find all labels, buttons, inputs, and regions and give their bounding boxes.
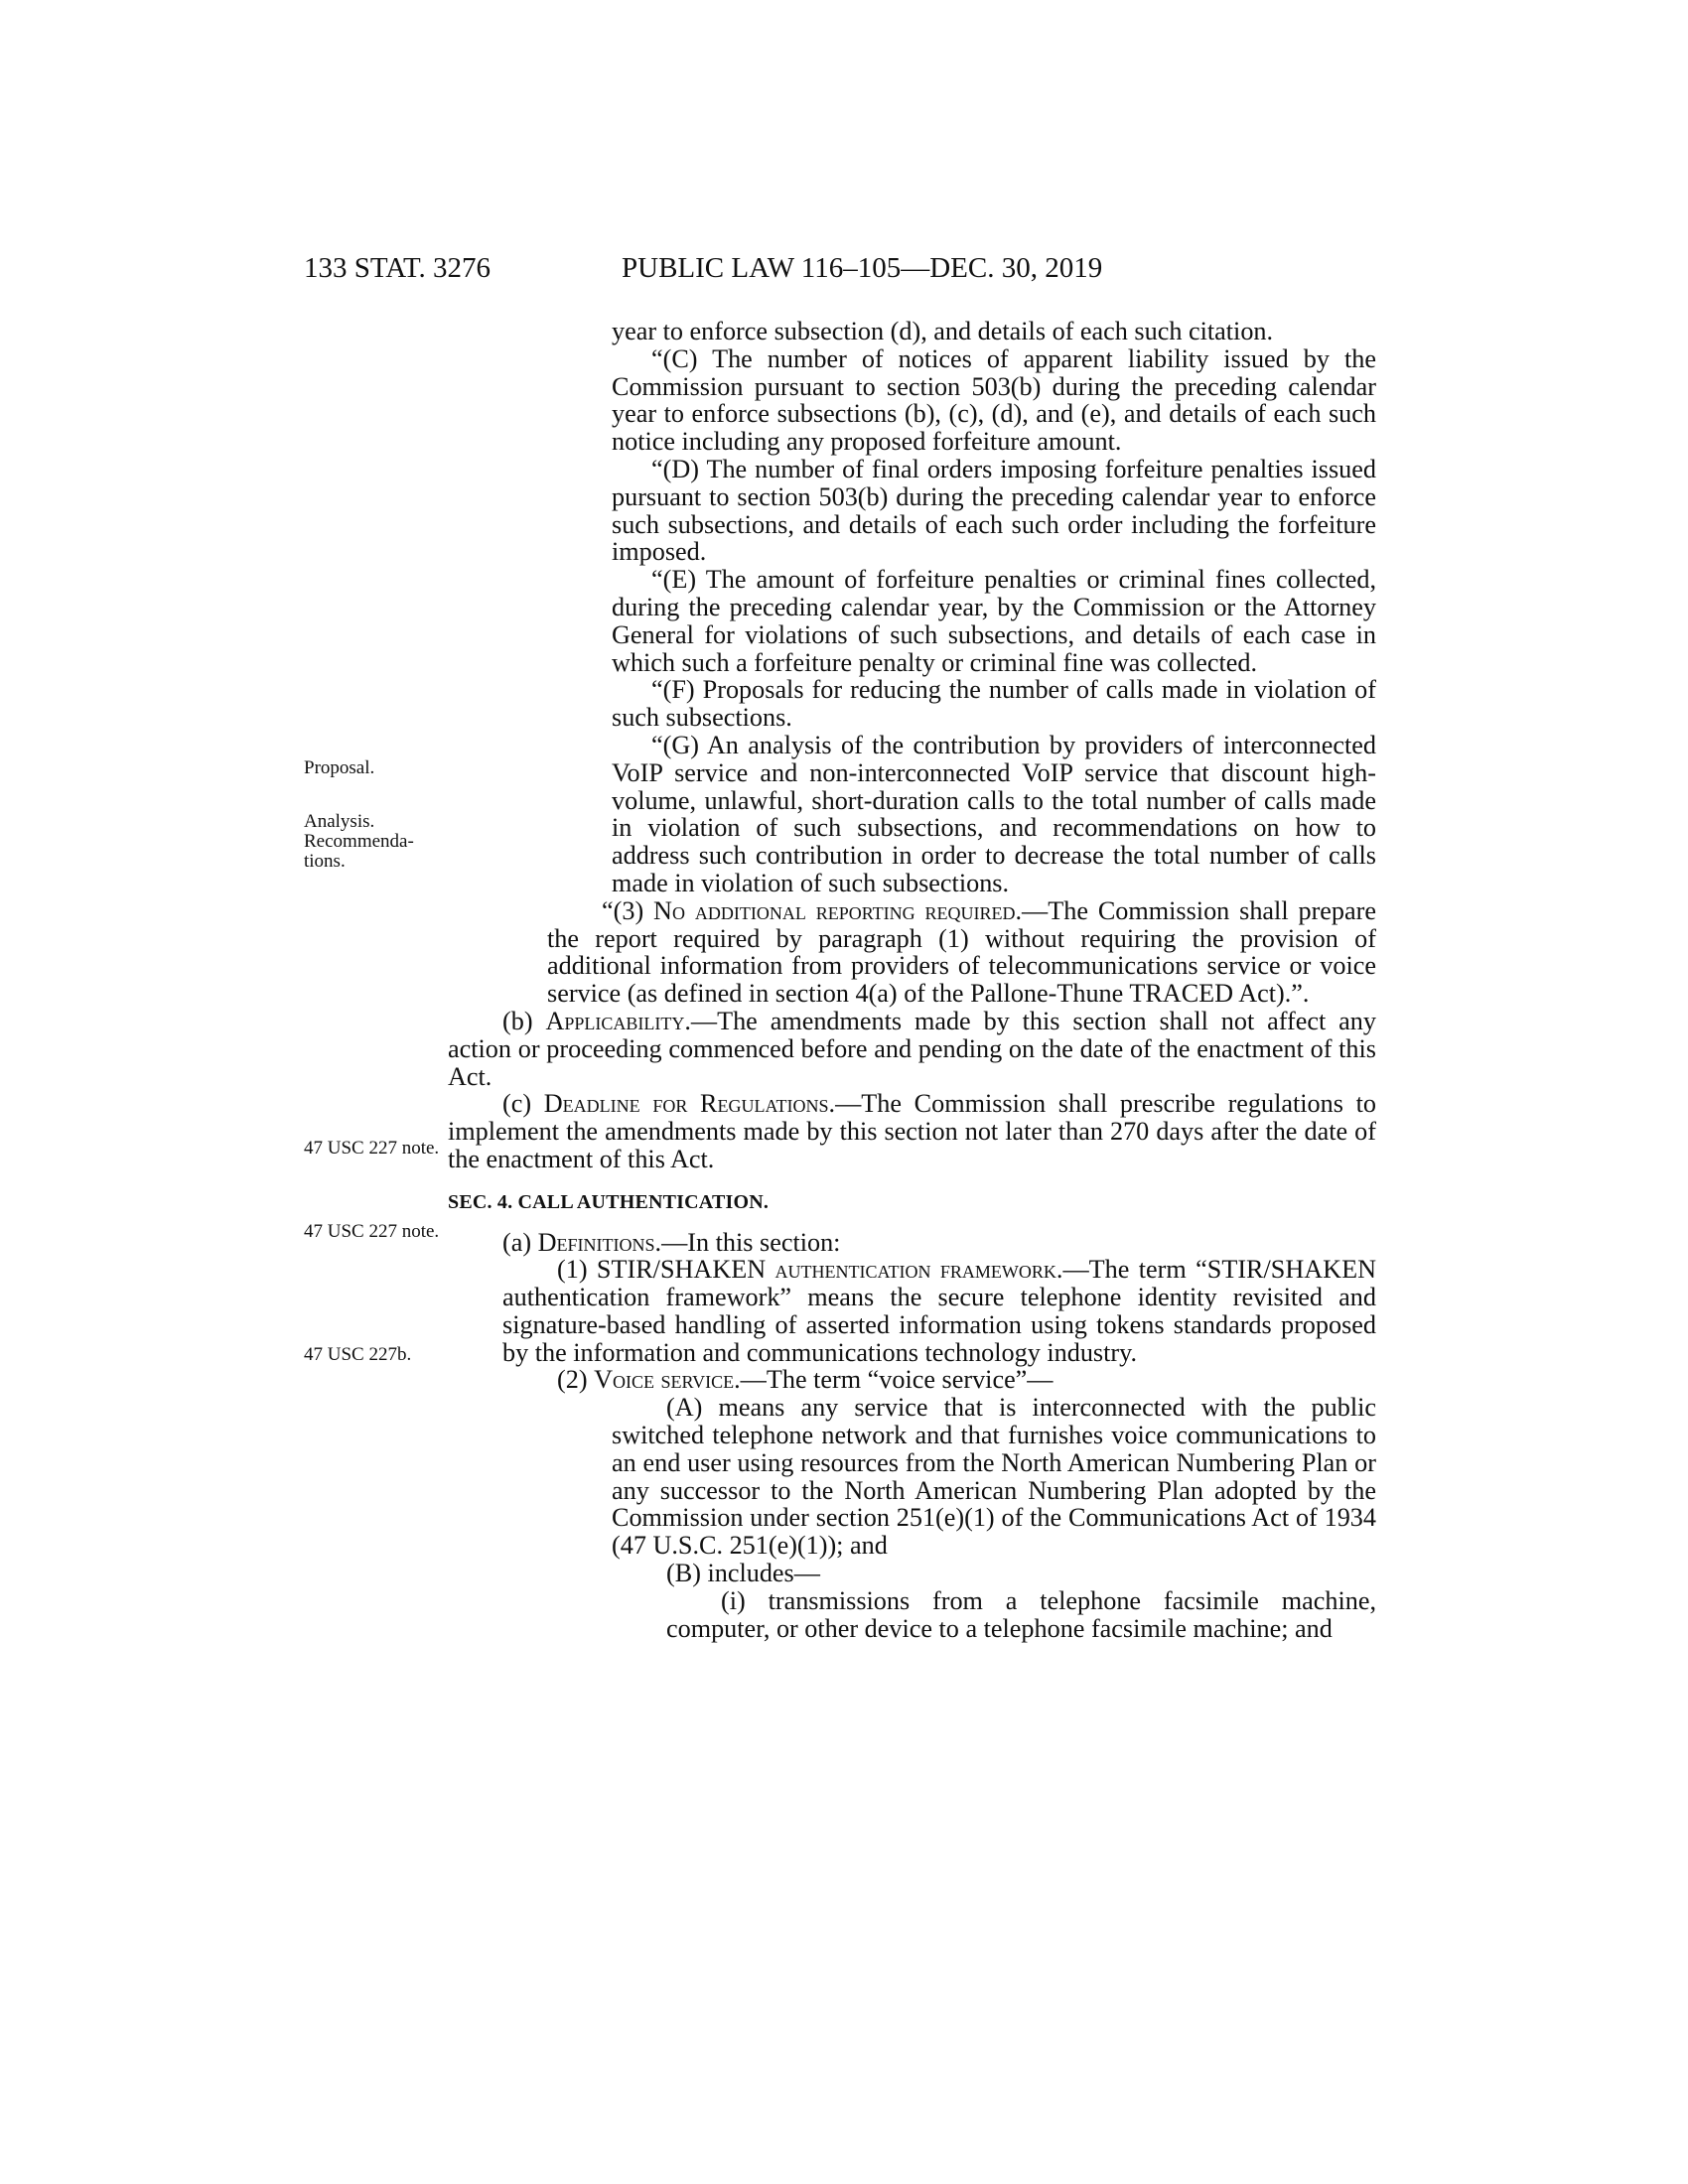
paragraph-f: “(F) Proposals for reducing the number of calls made in violation of such subsections. (612, 675, 1376, 733)
paragraph-1-heading: authentication framework (774, 1255, 1056, 1285)
public-law-title: PUBLIC LAW 116–105—DEC. 30, 2019 (622, 252, 1103, 284)
subsection-a-text: .—In this section: (654, 1227, 841, 1257)
subsection-c-heading: Deadline for Regulations (543, 1089, 829, 1119)
paragraph-1-lead: (1) STIR/SHAKEN (557, 1255, 775, 1285)
subsection-a-heading: Definitions (537, 1227, 655, 1257)
subsection-c (448, 1090, 1376, 1172)
margin-note-usc-2: 47 USC 227 note. (304, 1221, 440, 1242)
paragraph-b-continued: year to enforce subsection (d), and details of each such citation. (612, 317, 1274, 345)
subsection-b (448, 1008, 1376, 1090)
paragraph-c: “(C) The number of notices of apparent liability issued by the Commission pursuant to section 503(b) during the preceding calendar year to enforce subsections (b), (c), (d), and (e), and details of each such notice including any proposed forfeiture amount. (612, 343, 1376, 457)
paragraph-e: “(E) The amount of forfeiture penalties or criminal fines collected, during the preceding calendar year, by the Commission or the Attorney General for violations of such subsections, and details of each case in which such a forfeiture penalty or criminal fine was collected. (612, 565, 1376, 677)
paragraph-1-text: .—The term “STIR/SHAKEN authentication framework” means the secure telephone identity revisited and signature-based handling of asserted information using tokens standards proposed by the information and communications technology industry. (502, 1255, 1376, 1367)
subsection-c-lead: (c) (502, 1089, 544, 1119)
paragraph-3-heading: No additional reporting required (653, 895, 1016, 925)
subsection-a-lead: (a) (502, 1227, 538, 1257)
margin-note-usc-227b: 47 USC 227b. (304, 1344, 412, 1365)
paragraph-3-lead: “(3) (602, 895, 654, 925)
subsection-b-heading: Applicability (545, 1006, 685, 1035)
paragraph-g: “(G) An analysis of the contribution by providers of interconnected VoIP service and non-interconnected VoIP service that discount high-volume, unlawful, short-duration calls to the total number of calls made in violation of such subsections, and recommendations on how to address such contribution in order to decrease the total number of calls made in violation of such subsections. (612, 730, 1376, 897)
paragraph-2 (502, 1366, 1376, 1394)
subsection-b-text: .—The amendments made by this section shall not affect any action or proceeding commenced before and pending on the date of the enactment of this Act. (448, 1006, 1376, 1091)
margin-note-analysis: Analysis. (304, 811, 375, 832)
paragraph-1 (448, 1256, 1376, 1366)
paragraph-3 (502, 897, 1376, 1008)
paragraph-2-heading: Voice service (594, 1365, 735, 1395)
margin-note-usc-1: 47 USC 227 note. (304, 1138, 440, 1159)
paragraph-d: “(D) The number of final orders imposing forfeiture penalties issued pursuant to section 503(b) during the preceding calendar year to enforce such subsections, and details of each such order including the forfeiture imposed. (612, 454, 1376, 567)
paragraph-2-text: .—The term “voice service”— (734, 1365, 1054, 1395)
statute-page-number: 133 STAT. 3276 (304, 252, 492, 284)
section-4-heading: SEC. 4. CALL AUTHENTICATION. (448, 1190, 770, 1213)
body-text (448, 317, 1376, 1643)
subsection-b-lead: (b) (502, 1006, 546, 1035)
subsection-c-text: .—The Commission shall prescribe regulations to implement the amendments made by this section not later than 270 days after the date of the enactment of this Act. (448, 1089, 1376, 1173)
paragraph-2a: (A) means any service that is interconnected with the public switched telephone network and that furnishes voice communications to an end user using resources from the North American Numbering Plan or any successor to the North American Numbering Plan adopted by the Commission under section 251(e)(1) of the Communications Act of 1934 (47 U.S.C. 251(e)(1)); and (612, 1393, 1376, 1561)
paragraph-2b-i: (i) transmissions from a telephone facsimile machine, computer, or other device to a telephone facsimile machine; and (666, 1585, 1376, 1643)
margin-note-recommendations-2: tions. (304, 851, 346, 872)
paragraph-2b: (B) includes— (666, 1559, 820, 1588)
margin-note-recommendations-1: Recommenda- (304, 831, 414, 852)
subsection-a (448, 1229, 1376, 1257)
page-header (304, 252, 1376, 292)
paragraph-3-text: .—The Commission shall prepare the report required by paragraph (1) without requiring the provision of additional information from providers of telecommunications service or voice service (as defined in section 4(a) of the Pallone-Thune TRACED Act).”. (547, 895, 1376, 1009)
margin-note-proposal: Proposal. (304, 757, 375, 778)
paragraph-2-lead: (2) (557, 1365, 595, 1395)
